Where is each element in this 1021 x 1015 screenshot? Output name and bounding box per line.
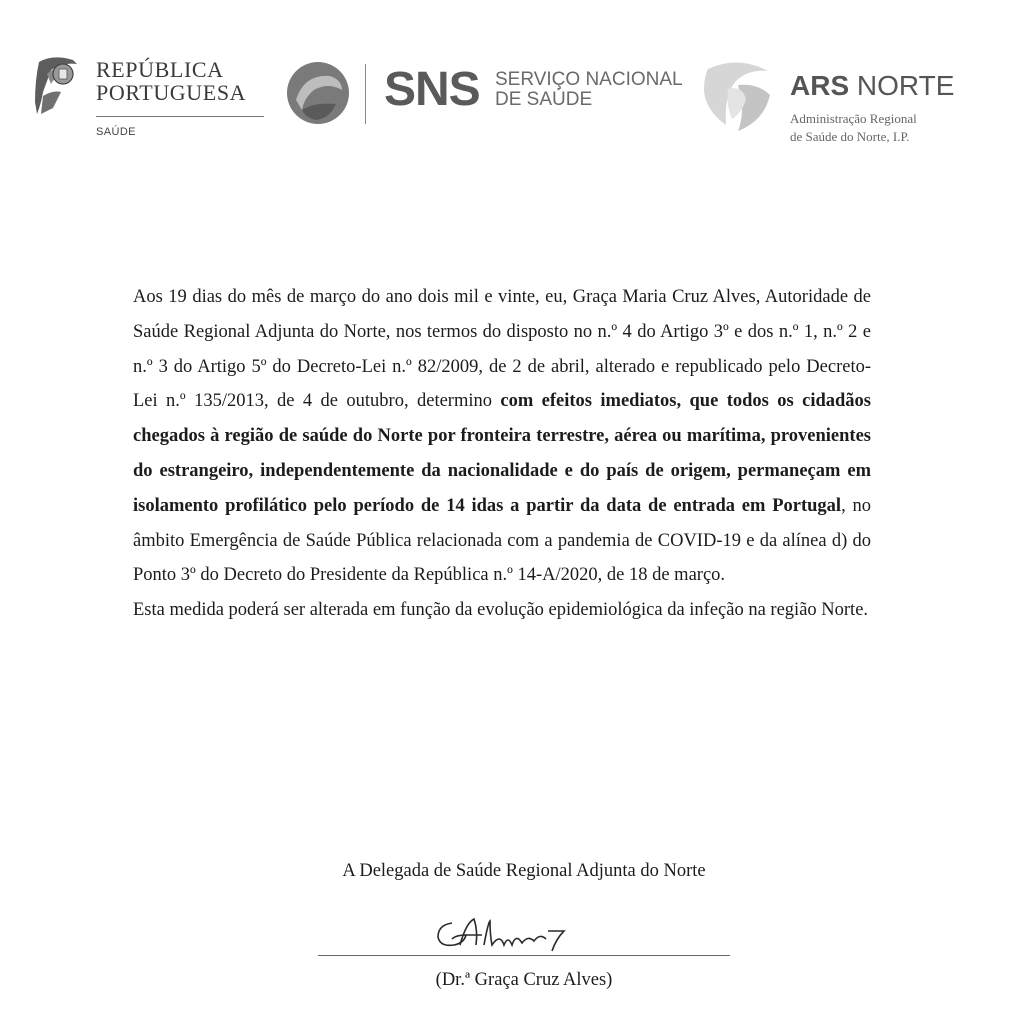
ars-norte-logo-icon xyxy=(698,55,778,135)
ars-sub-line2: de Saúde do Norte, I.P. xyxy=(790,129,910,144)
ars-title-norte: NORTE xyxy=(856,70,955,101)
handwritten-signature xyxy=(430,905,580,957)
republica-title-line1: REPÚBLICA xyxy=(96,57,224,82)
republica-divider xyxy=(96,116,264,117)
decision-context: , no âmbito Emergência de Saúde Pública relacionada com a pandemia de COVID-19 e da alínea d) do Ponto 3º do Decreto do Presidente da República n.º 14-A/2020, de 18 de março. xyxy=(133,495,871,586)
signature-line xyxy=(318,955,730,956)
document-body xyxy=(133,280,871,628)
republica-subtitle: SAÚDE xyxy=(96,126,136,138)
republica-title xyxy=(96,58,246,104)
ars-norte-subtitle xyxy=(790,110,917,146)
sns-abbreviation: SNS xyxy=(384,63,480,116)
ars-norte-title xyxy=(790,70,954,102)
sns-full-name xyxy=(495,70,683,110)
sns-name-line1: SERVIÇO NACIONAL xyxy=(495,69,683,90)
decision-paragraph xyxy=(133,280,871,593)
letterhead xyxy=(0,0,1021,160)
sns-name-line2: DE SAÚDE xyxy=(495,89,593,110)
ars-sub-line1: Administração Regional xyxy=(790,111,917,126)
decision-intro: Aos 19 dias do mês de março do ano dois mil e vinte, eu, Graça Maria Cruz Alves, Autoridade de Saúde Regional Adjunta do Norte, nos termos do disposto no n.º 4 do Artigo 3º e dos n.º 1, n.º 2 e n.º 3 do Artigo 5º do Decreto-Lei n.º 82/2009, de 2 de abril, alterado e republicado pelo Decreto-Lei n.º 135/2013, de 4 de outubro, determino xyxy=(133,287,871,412)
signatory-role: A Delegada de Saúde Regional Adjunta do Norte xyxy=(342,861,706,881)
measure-note-paragraph: Esta medida poderá ser alterada em função da evolução epidemiológica da infeção na região Norte. xyxy=(133,600,869,621)
sns-logo-icon xyxy=(284,60,352,126)
signatory-name: (Dr.ª Graça Cruz Alves) xyxy=(435,970,613,990)
sns-divider xyxy=(365,64,366,124)
ars-title-abbr: ARS xyxy=(790,70,850,101)
republica-emblem-icon xyxy=(33,52,81,118)
republica-title-line2: PORTUGUESA xyxy=(96,80,247,105)
decision-bold-text: com efeitos imediatos, que todos os cidadãos chegados à região de saúde do Norte por fronteira terrestre, aérea ou marítima, provenientes do estrangeiro, independentemente da nacionalidade e do país de origem, permaneçam em isolamento profilático pelo período de 14 idas a partir da data de entrada em Portugal xyxy=(133,391,871,516)
